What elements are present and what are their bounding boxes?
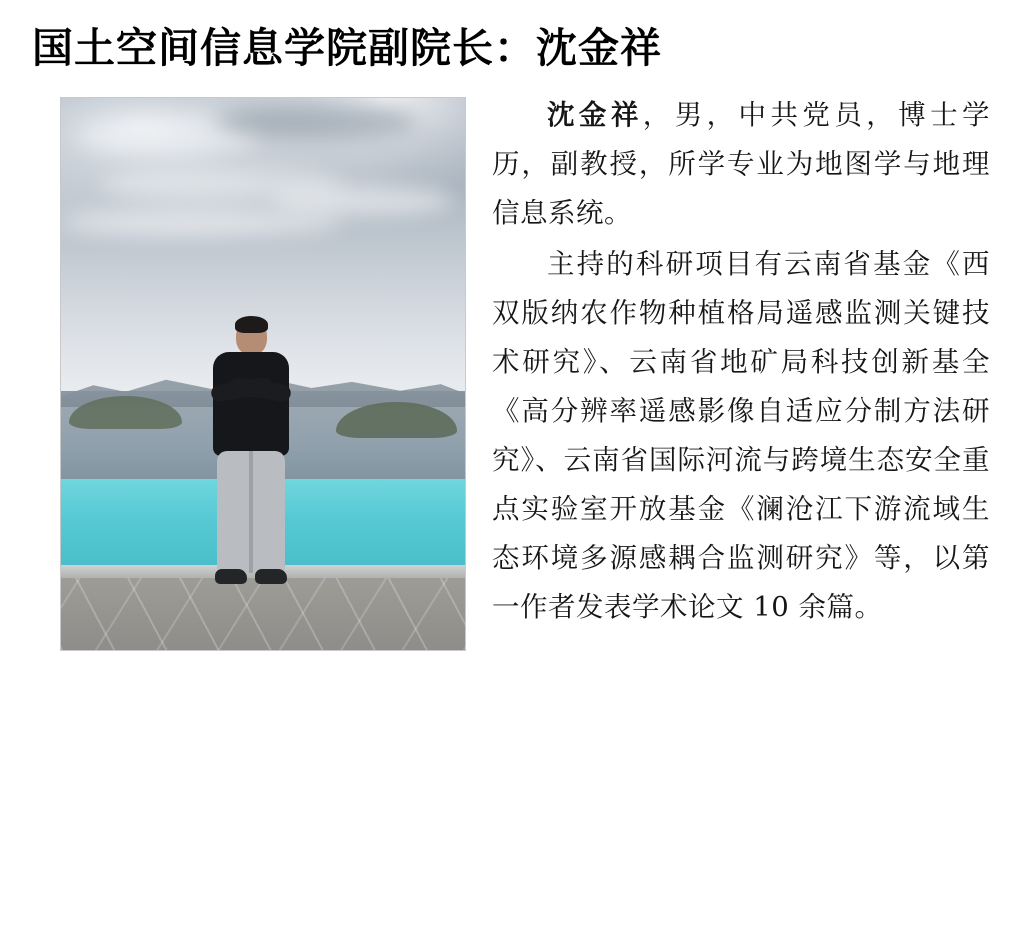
- paragraph-research-text: 主持的科研项目有云南省基金《西双版纳农作物种植格局遥感监测关键技术研究》、云南省地矿局科技创新基全《高分辨率遥感影像自适应分制方法研究》、云南省国际河流与跨境生态安全重点实验室开放基金《澜沧江下游流域生态环境多源感耦合监测研究》等，以第一作者发表学术论文 10 余篇。: [492, 248, 990, 623]
- person-legs: [217, 451, 285, 573]
- person-hair: [235, 316, 268, 333]
- cloud-shape: [271, 186, 453, 215]
- photo-person: [203, 319, 299, 612]
- person-shoe-left: [215, 569, 247, 584]
- cloud-shape: [61, 209, 344, 235]
- cloud-shape: [215, 104, 417, 139]
- portrait-photo: [60, 97, 466, 651]
- person-torso: [213, 352, 289, 456]
- article-body: [30, 91, 990, 661]
- person-name: 沈金祥: [547, 99, 643, 132]
- person-shoe-right: [255, 569, 287, 584]
- paragraph-bio-text: ，男，中共党员，博士学历，副教授，所学专业为地图学与地理信息系统。: [492, 99, 991, 230]
- page-title: 国土空间信息学院副院长：沈金祥: [32, 24, 662, 72]
